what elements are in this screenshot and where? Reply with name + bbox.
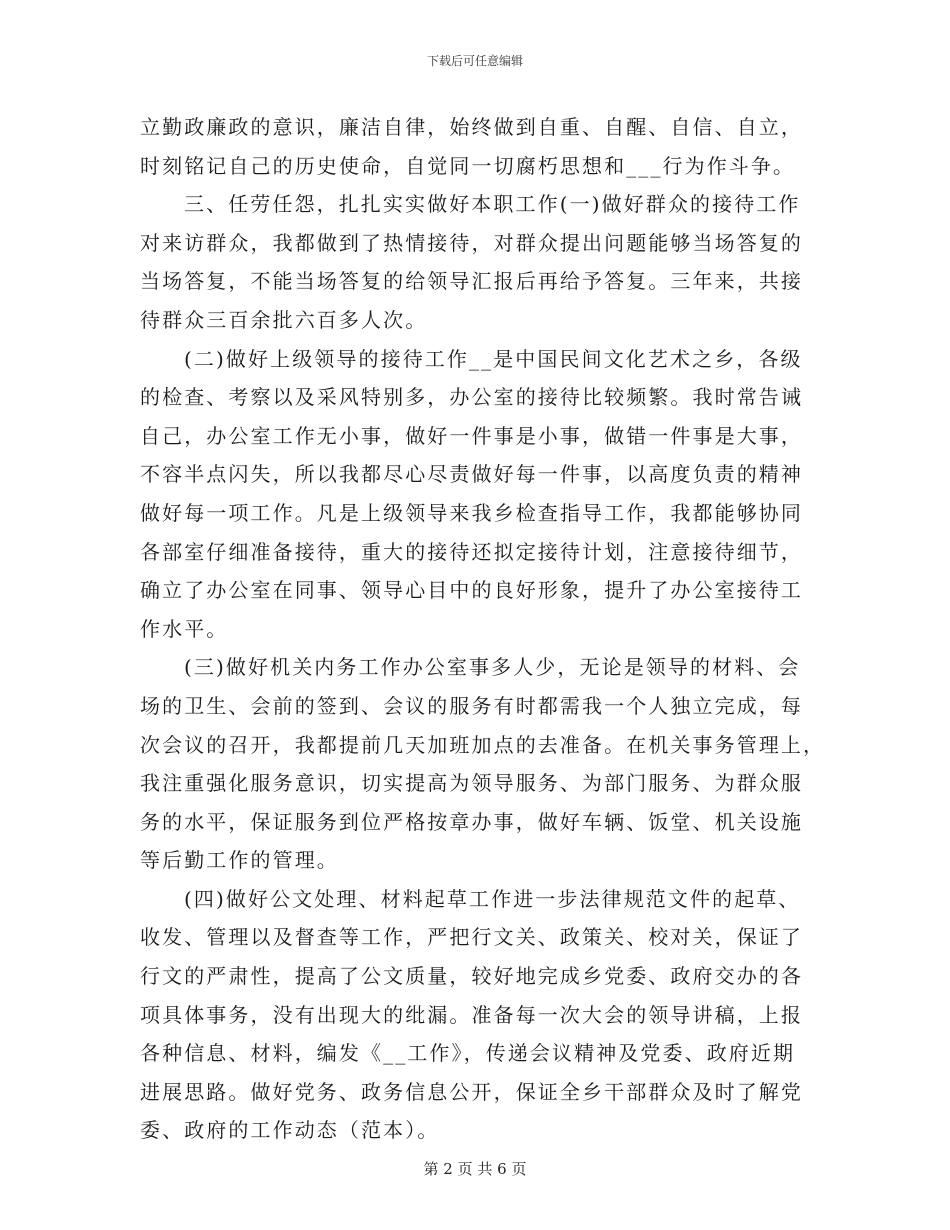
text-line: 行文的严肃性，提高了公文质量，较好地完成乡党委、政府交办的各 xyxy=(140,964,803,989)
text-line: 次会议的召开，我都提前几天加班加点的去准备。在机关事务管理上， xyxy=(140,732,826,757)
text-line: 自己，办公室工作无小事，做好一件事是小事，做错一件事是大事， xyxy=(140,423,803,448)
text-line: 收发、管理以及督查等工作，严把行文关、政策关、校对关，保证了 xyxy=(140,925,803,950)
text-line: 场的卫生、会前的签到、会议的服务有时都需我一个人独立完成，每 xyxy=(140,693,803,718)
text-line: 确立了办公室在同事、领导心目中的良好形象，提升了办公室接待工 xyxy=(140,578,803,603)
text-line: 作水平。 xyxy=(140,616,229,641)
text-line: (三)做好机关内务工作办公室事多人少，无论是领导的材料、会 xyxy=(184,655,801,680)
text-line: 委、政府的工作动态（范本）。 xyxy=(140,1118,440,1143)
text-line: 对来访群众，我都做到了热情接待，对群众提出问题能够当场答复的 xyxy=(140,230,803,255)
paragraph xyxy=(140,185,812,339)
page-footer: 第 2 页 共 6 页 xyxy=(423,1160,527,1178)
paragraph xyxy=(140,880,812,1150)
paragraph xyxy=(140,648,826,880)
text-line: 做好每一项工作。凡是上级领导来我乡检查指导工作，我都能够协同 xyxy=(140,500,803,525)
text-line: 当场答复，不能当场答复的给领导汇报后再给予答复。三年来，共接 xyxy=(140,269,803,294)
text-line: 时刻铭记自己的历史使命，自觉同一切腐朽思想和___行为作斗争。 xyxy=(140,153,796,178)
text-line: 各种信息、材料，编发《__工作》，传递会议精神及党委、政府近期 xyxy=(140,1041,796,1066)
paragraph xyxy=(140,108,812,185)
text-line: 待群众三百余批六百多人次。 xyxy=(140,307,428,332)
text-line: 我注重强化服务意识，切实提高为领导服务、为部门服务、为群众服 xyxy=(140,771,803,796)
text-line: 务的水平，保证服务到位严格按章办事，做好车辆、饭堂、机关设施 xyxy=(140,809,803,834)
text-line: 立勤政廉政的意识，廉洁自律，始终做到自重、自醒、自信、自立， xyxy=(140,115,803,139)
text-line: 不容半点闪失，所以我都尽心尽责做好每一件事，以高度负责的精神 xyxy=(140,462,803,487)
text-line: 进展思路。做好党务、政务信息公开，保证全乡干部群众及时了解党 xyxy=(140,1079,803,1104)
text-line: 等后勤工作的管理。 xyxy=(140,848,339,873)
text-line: (四)做好公文处理、材料起草工作进一步法律规范文件的起草、 xyxy=(184,886,801,911)
document-body xyxy=(140,108,826,1150)
text-line: 项具体事务，没有出现大的纰漏。准备每一次大会的领导讲稿，上报 xyxy=(140,1002,803,1027)
paragraph xyxy=(140,340,812,649)
page-header: 下载后可任意编辑 xyxy=(426,54,523,68)
text-line: 的检查、考察以及采风特别多，办公室的接待比较频繁。我时常告诫 xyxy=(140,385,803,410)
text-line: 各部室仔细准备接待，重大的接待还拟定接待计划，注意接待细节， xyxy=(140,539,803,564)
text-line: (二)做好上级领导的接待工作__是中国民间文化艺术之乡，各级 xyxy=(184,346,803,371)
text-line: 三、任劳任怨，扎扎实实做好本职工作(一)做好群众的接待工作 xyxy=(184,192,801,217)
